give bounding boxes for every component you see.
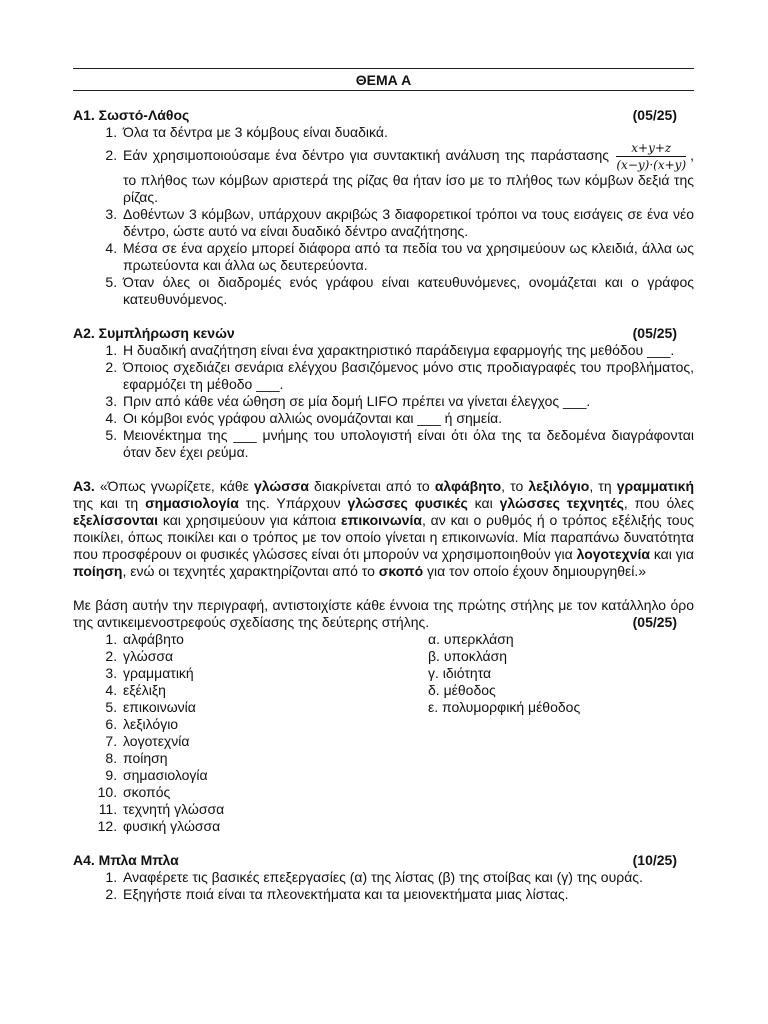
section-a1-header bbox=[73, 107, 694, 124]
item-text: Εάν χρησιμοποιούσαμε ένα δέντρο για συντακτική ανάλυση της παράστασης bbox=[123, 147, 610, 164]
item-text: Αναφέρετε τις βασικές επεξεργασίες (α) της λίστας (β) της στοίβας και (γ) της ουράς. bbox=[123, 869, 643, 885]
section-a2-header bbox=[73, 325, 694, 342]
text: της και τη bbox=[73, 495, 146, 511]
section-a3-quote bbox=[73, 478, 694, 580]
keyword: γλώσσες τεχνητές bbox=[499, 495, 624, 511]
item-text: Μέσα σε ένα αρχείο μπορεί διάφορα από τα πεδία του να χρησιμεύουν ως κλειδιά, άλλα ως πρωτεύοντα και άλλα ως δευτερεύοντα. bbox=[123, 240, 694, 273]
spacer bbox=[73, 308, 694, 325]
item-text: Πριν από κάθε νέα ώθηση σε μία δομή LIFO πρέπει να γίνεται έλεγχος ___. bbox=[123, 393, 591, 409]
list-item bbox=[121, 274, 694, 308]
section-a1 bbox=[73, 107, 694, 308]
list-item bbox=[121, 410, 694, 427]
section-a2-list bbox=[73, 342, 694, 461]
concept-item: 4. εξέλιξη bbox=[121, 682, 428, 699]
concept-item: 5. επικοινωνία bbox=[121, 699, 428, 716]
keyword: εξελίσσονται bbox=[73, 512, 159, 528]
text: και bbox=[467, 495, 500, 511]
section-a1-list bbox=[73, 124, 694, 308]
section-a4-heading: Α4. Μπλα Μπλα bbox=[73, 852, 179, 868]
column-concepts bbox=[73, 631, 428, 835]
text: , το bbox=[501, 478, 529, 494]
keyword: γραμματική bbox=[616, 478, 694, 494]
section-a4-header bbox=[73, 852, 694, 869]
column-oop-terms bbox=[428, 631, 580, 835]
spacer bbox=[73, 835, 694, 852]
term-item: δ. μέθοδος bbox=[428, 682, 496, 698]
section-a1-points: (05/25) bbox=[632, 107, 677, 123]
keyword: γλώσσα bbox=[253, 478, 309, 494]
item-text: Όταν όλες οι διαδρομές ενός γράφου είναι κατευθυνόμενες, ονομάζεται και ο γράφος κατευθυνόμενος. bbox=[123, 274, 694, 307]
term-item: β. υποκλάση bbox=[428, 648, 508, 664]
concept-item: 10. σκοπός bbox=[121, 784, 428, 801]
list-item bbox=[121, 886, 694, 903]
section-a3-instruction bbox=[73, 597, 694, 631]
content bbox=[73, 107, 694, 903]
list-item bbox=[121, 342, 694, 359]
item-text: Δοθέντων 3 κόμβων, υπάρχουν ακριβώς 3 διαφορετικοί τρόποι να τους εισάγεις σε ένα νέο δέντρο, ώστε αυτό να είναι δυαδικό δέντρο αναζήτησης. bbox=[123, 206, 694, 239]
keyword: γλώσσες φυσικές bbox=[347, 495, 468, 511]
text: , που όλες bbox=[623, 495, 694, 511]
text: , τη bbox=[589, 478, 617, 494]
text: διακρίνεται από το bbox=[308, 478, 435, 494]
list-item bbox=[121, 427, 694, 461]
spacer bbox=[73, 461, 694, 478]
section-a2-points: (05/25) bbox=[632, 325, 677, 341]
list-item bbox=[121, 240, 694, 274]
spacer bbox=[73, 580, 694, 597]
instruction-text: Με βάση αυτήν την περιγραφή, αντιστοιχίστε κάθε έννοια της πρώτης στήλης με τον κατάλληλο όρο της αντικειμενοστρεφούς σχεδίασης της δεύτερης στήλης. bbox=[73, 597, 694, 630]
section-a3 bbox=[73, 478, 694, 835]
concept-item: 1. αλφάβητο bbox=[121, 631, 428, 648]
item-text: Η δυαδική αναζήτηση είναι ένα χαρακτηριστικό παράδειγμα εφαρμογής της μεθόδου ___. bbox=[123, 342, 675, 358]
item-text: Όποιος σχεδιάζει σενάρια ελέγχου βασιζόμενος μόνο στις προδιαγραφές του προβλήματος, εφαρμόζει τη μέθοδο ___. bbox=[123, 359, 694, 392]
keyword: αλφάβητο bbox=[434, 478, 502, 494]
section-a4-points: (10/25) bbox=[632, 852, 677, 868]
list-item bbox=[121, 869, 694, 886]
section-a2 bbox=[73, 325, 694, 461]
concept-item: 11. τεχνητή γλώσσα bbox=[121, 801, 428, 818]
text: «Όπως γνωρίζετε, κάθε bbox=[99, 478, 254, 494]
section-a1-heading: Α1. Σωστό-Λάθος bbox=[73, 107, 190, 123]
section-a3-points: (05/25) bbox=[632, 614, 677, 630]
page-title: ΘΕΜΑ Α bbox=[355, 72, 412, 88]
item-text: Εξηγήστε ποιά είναι τα πλεονεκτήματα και τα μειονεκτήματα μιας λίστας. bbox=[123, 886, 569, 902]
section-a2-heading: Α2. Συμπλήρωση κενών bbox=[73, 325, 235, 341]
text: , ενώ οι τεχνητές χαρακτηρίζονται από το bbox=[122, 563, 379, 579]
concept-item: 7. λογοτεχνία bbox=[121, 733, 428, 750]
text: της. Υπάρχουν bbox=[238, 495, 348, 511]
keyword: σκοπό bbox=[378, 563, 424, 579]
concept-item: 9. σημασιολογία bbox=[121, 767, 428, 784]
term-item: α. υπερκλάση bbox=[428, 631, 514, 647]
term-item: γ. ιδιότητα bbox=[428, 665, 492, 681]
text: και για bbox=[649, 546, 694, 562]
list-item bbox=[121, 124, 694, 141]
list-item bbox=[121, 206, 694, 240]
title-rule bbox=[73, 90, 694, 91]
term-item: ε. πολυμορφική μέθοδος bbox=[428, 699, 581, 715]
text: και χρησιμεύουν για κάποια bbox=[158, 512, 342, 528]
keyword: επικοινωνία bbox=[341, 512, 422, 528]
section-a4-list bbox=[73, 869, 694, 903]
item-text: Μειονέκτημα της ___ μνήμης του υπολογιστή είναι ότι όλα της τα δεδομένα διαγράφονται όταν δεν έχει ρεύμα. bbox=[123, 427, 694, 460]
fraction-denominator: (x−y)·(x+y) bbox=[616, 158, 687, 172]
item-text-rest: , το πλήθος των κόμβων αριστερά της ρίζας θα ήταν ίσο με το πλήθος των κόμβων δεξιά της ρίζας. bbox=[123, 147, 695, 205]
keyword: λεξιλόγιο bbox=[528, 478, 590, 494]
text: για τον οποίο έχουν δημιουργηθεί.» bbox=[423, 563, 647, 579]
list-item bbox=[121, 359, 694, 393]
section-a3-label: Α3. bbox=[73, 478, 95, 494]
concept-list bbox=[73, 631, 428, 835]
keyword: ποίηση bbox=[73, 563, 123, 579]
concept-item: 2. γλώσσα bbox=[121, 648, 428, 665]
section-a4 bbox=[73, 852, 694, 903]
keyword: σημασιολογία bbox=[145, 495, 239, 511]
concept-item: 12. φυσική γλώσσα bbox=[121, 818, 428, 835]
fraction-expression bbox=[616, 141, 686, 172]
item-text: Οι κόμβοι ενός γράφου αλλιώς ονομάζονται και ___ ή σημεία. bbox=[123, 410, 503, 426]
concept-item: 6. λεξιλόγιο bbox=[121, 716, 428, 733]
concept-item: 8. ποίηση bbox=[121, 750, 428, 767]
list-item bbox=[121, 141, 694, 206]
text: , αν και ο ρυθμός ή ο τρόπος εξέλιξής τους ποικίλει, όπως ποικίλει και ο τρόπος με τον οποίο γίνεται η επικοινωνία. Μία παραπάνω δυνατότητα που προσφέρουν οι φυσικές γλώσσες είναι ότι μπορούν να χρησιμοποιηθούν για bbox=[73, 512, 694, 562]
list-item bbox=[121, 393, 694, 410]
concept-item: 3. γραμματική bbox=[121, 665, 428, 682]
fraction-numerator: x+y+z bbox=[616, 141, 686, 157]
top-rule bbox=[73, 68, 694, 69]
matching-columns bbox=[73, 631, 694, 835]
keyword: λογοτεχνία bbox=[576, 546, 650, 562]
item-text: Όλα τα δέντρα με 3 κόμβους είναι δυαδικά. bbox=[123, 124, 388, 140]
